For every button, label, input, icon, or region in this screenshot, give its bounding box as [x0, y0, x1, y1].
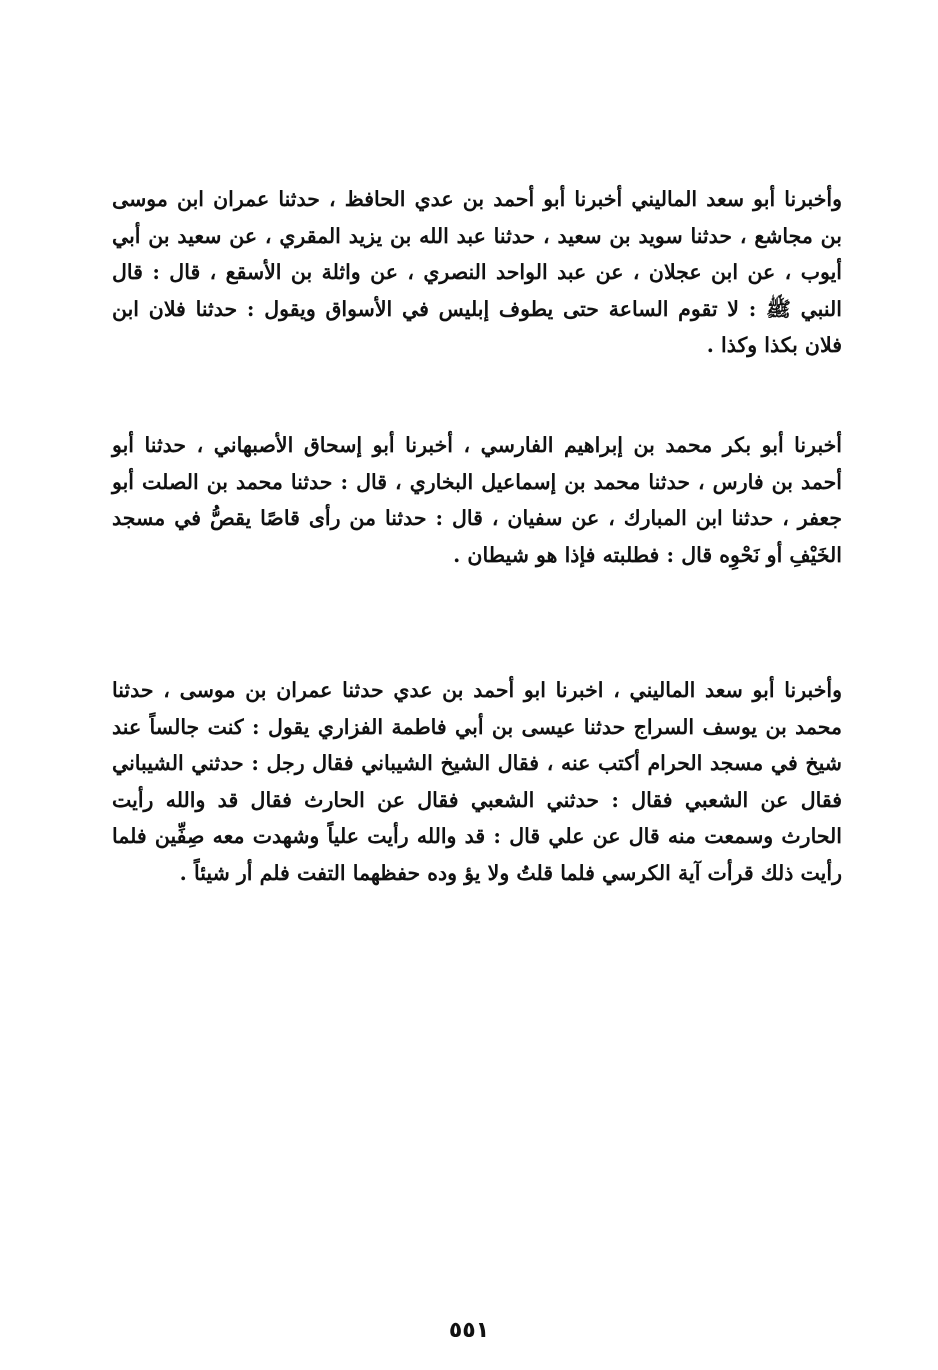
paragraph-ayat-al-kursi-narration: وأخبرنا أبو سعد الماليني ، اخبرنا ابو أحمد بن عدي حدثنا عمران بن موسى ، حدثنا محمد بن يوسف السراج حدثنا عيسى بن أبي فاطمة الفزاري يقول : كنت جالساً عند شيخ في مسجد الحرام أكتب عنه ، فقال الشيخ الشيباني فقال رجل : حدثني الشيباني فقال عن الشعبي فقال : حدثني الشعبي فقال عن الحارث فقال قد والله رأيت الحارث وسمعت منه قال عن علي قال : قد والله رأيت علياً وشهدت معه صِفِّين فلما رأيت ذلك قرأت آية الكرسي فلما قلتُ ولا يؤ وده حفظهما التفت فلم أر شيئاً . — [112, 678, 842, 885]
page-number: ٥٥١ — [448, 1318, 490, 1343]
paragraph-qass-shaytan-narration: أخبرنا أبو بكر محمد بن إبراهيم الفارسي ، أخبرنا أبو إسحاق الأصبهاني ، حدثنا أبو أحمد بن فارس ، حدثنا محمد بن إسماعيل البخاري ، قال : حدثنا محمد بن الصلت أبو جعفر ، حدثنا ابن المبارك ، عن سفيان ، قال : حدثنا من رأى قاصًا يقصُّ في مسجد الخَيْفِ أو نَحْوِه قال : فطلبته فإذا هو شيطان . — [112, 433, 842, 567]
paragraph-maliny-iblis-narration: وأخبرنا أبو سعد الماليني أخبرنا أبو أحمد بن عدي الحافظ ، حدثنا عمران ابن موسى بن مجاشع ، حدثنا سويد بن سعيد ، حدثنا عبد الله بن يزيد المقري ، عن سعيد بن أبي أيوب ، عن ابن عجلان ، عن عبد الواحد النصري ، عن واثلة بن الأسقع ، قال : قال النبي ﷺ : لا تقوم الساعة حتى يطوف إبليس في الأسواق ويقول : حدثنا فلان ابن فلان بكذا وكذا . — [112, 187, 842, 357]
